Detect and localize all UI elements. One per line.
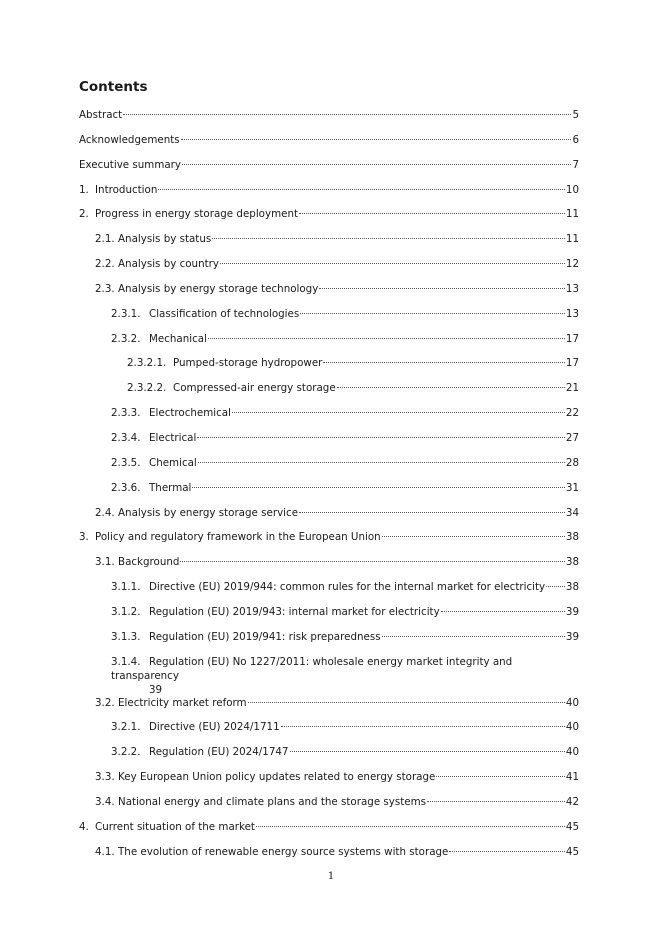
toc-entry-number: 2.3.3. xyxy=(111,407,141,420)
dot-leader xyxy=(256,826,565,827)
toc-entry-number: 2.3. xyxy=(95,282,115,295)
toc-entry[interactable] xyxy=(79,655,579,696)
toc-entry-page: 34 xyxy=(565,506,579,519)
toc-entry[interactable] xyxy=(79,745,579,770)
toc-entry-number: 3.1.3. xyxy=(111,630,141,643)
toc-entry-title: Thermal xyxy=(149,481,192,494)
dot-leader xyxy=(232,412,565,413)
dot-leader xyxy=(300,313,565,314)
toc-entry-page: 21 xyxy=(565,382,579,395)
toc-entry[interactable] xyxy=(79,506,579,531)
toc-entry-page: 41 xyxy=(565,771,579,784)
toc-entry-number: 4.1. xyxy=(95,845,115,858)
toc-entry-page: 5 xyxy=(572,109,579,121)
toc-entry-number: 2.4. xyxy=(95,506,115,519)
toc-entry-page: 40 xyxy=(565,721,579,734)
toc-entry[interactable] xyxy=(79,431,579,456)
toc-entry-title: Introduction xyxy=(95,183,158,196)
toc-entry-title: Chemical xyxy=(149,456,197,469)
toc-entry[interactable] xyxy=(79,158,579,183)
toc-entry-number: 3.1.2. xyxy=(111,605,141,618)
toc-entry-page: 40 xyxy=(565,746,579,759)
toc-entry-number: 3.2. xyxy=(95,696,115,709)
toc-entry-page: 17 xyxy=(565,357,579,370)
toc-entry-number: 2.2. xyxy=(95,258,115,271)
toc-entry[interactable] xyxy=(79,795,579,820)
dot-leader xyxy=(290,751,565,752)
toc-entry-title: Analysis by energy storage service xyxy=(118,506,299,519)
toc-entry-number: 3.3. xyxy=(95,771,115,784)
toc-entry[interactable] xyxy=(79,696,579,721)
toc-entry[interactable] xyxy=(79,332,579,357)
toc-entry-page: 6 xyxy=(572,133,579,146)
toc-entry-page: 45 xyxy=(565,845,579,858)
dot-leader xyxy=(382,536,565,537)
toc-entry[interactable] xyxy=(79,406,579,431)
toc-entry-number: 2.1. xyxy=(95,233,115,246)
dot-leader xyxy=(382,636,565,637)
toc-entry-title: Regulation (EU) 2024/1747 xyxy=(149,746,289,759)
toc-entry-page: 12 xyxy=(565,258,579,271)
toc-entry-page: 38 xyxy=(565,556,579,569)
dot-leader xyxy=(198,462,565,463)
toc-entry-page: 40 xyxy=(565,696,579,709)
toc-entry-title: Regulation (EU) No 1227/2011: wholesale energy market integrity and transparency xyxy=(111,655,513,682)
toc-entry-title: Background xyxy=(118,556,180,569)
toc-entry-number: 2.3.6. xyxy=(111,481,141,494)
toc-entry-number: 2. xyxy=(79,208,89,221)
dot-leader xyxy=(323,362,565,363)
dot-leader xyxy=(337,387,565,388)
dot-leader xyxy=(281,726,565,727)
dot-leader xyxy=(436,776,565,777)
toc-entry[interactable] xyxy=(79,820,579,845)
toc-entry-title: Directive (EU) 2019/944: common rules for the internal market for electricity xyxy=(149,581,546,594)
toc-entry-title: Directive (EU) 2024/1711 xyxy=(149,721,280,734)
toc-entry-title: Electricity market reform xyxy=(118,696,247,709)
toc-entry[interactable] xyxy=(79,530,579,555)
toc-entry-title: Executive summary xyxy=(79,158,181,171)
toc-entry-number: 2.3.2. xyxy=(111,332,141,345)
toc-entry-title: Acknowledgements xyxy=(79,133,180,146)
toc-entry-page: 45 xyxy=(565,820,579,833)
toc-entry-number: 2.3.2.2. xyxy=(127,382,167,395)
toc-entry[interactable] xyxy=(79,307,579,332)
toc-entry-page: 31 xyxy=(565,481,579,494)
toc-entry-number: 3.1.1. xyxy=(111,581,141,594)
toc-entry-page: 11 xyxy=(565,233,579,246)
toc-entry-title: Analysis by country xyxy=(118,258,219,271)
toc-entry-number: 2.3.2.1. xyxy=(127,357,167,370)
toc-entry-title: Electrochemical xyxy=(149,407,231,420)
toc-entry[interactable] xyxy=(79,456,579,481)
dot-leader xyxy=(197,437,565,438)
dot-leader xyxy=(180,561,564,562)
dot-leader xyxy=(158,189,565,190)
toc-entry-number: 2.3.5. xyxy=(111,456,141,469)
table-of-contents xyxy=(79,108,579,869)
toc-entry-title: Key European Union policy updates related to energy storage xyxy=(118,771,436,784)
toc-entry[interactable] xyxy=(79,232,579,257)
toc-entry[interactable] xyxy=(79,356,579,381)
toc-entry-title: National energy and climate plans and the storage systems xyxy=(118,795,427,808)
dot-leader xyxy=(299,213,565,214)
toc-entry-title: Abstract xyxy=(79,109,123,121)
toc-entry-title: Compressed-air energy storage xyxy=(173,382,336,395)
toc-entry-title: Regulation (EU) 2019/941: risk preparedness xyxy=(149,630,381,643)
dot-leader xyxy=(182,164,571,165)
toc-entry-title: Pumped-storage hydropower xyxy=(173,357,323,370)
toc-entry-title: Mechanical xyxy=(149,332,207,345)
toc-entry-number: 2.3.4. xyxy=(111,431,141,444)
dot-leader xyxy=(123,114,571,115)
toc-entry-page: 39 xyxy=(565,605,579,618)
toc-entry-title: Analysis by energy storage technology xyxy=(118,282,319,295)
toc-entry-page: 13 xyxy=(565,307,579,320)
toc-entry-title: Policy and regulatory framework in the European Union xyxy=(95,531,381,544)
dot-leader xyxy=(319,288,565,289)
toc-entry-number: 4. xyxy=(79,820,89,833)
toc-entry[interactable] xyxy=(79,630,579,655)
toc-entry-number: 3.2.1. xyxy=(111,721,141,734)
toc-entry-title: Current situation of the market xyxy=(95,820,255,833)
contents-heading: Contents xyxy=(79,79,148,95)
toc-entry-page: 39 xyxy=(565,630,579,643)
dot-leader xyxy=(449,851,565,852)
toc-entry[interactable] xyxy=(79,770,579,795)
toc-entry-number: 3.1.4. xyxy=(111,655,141,668)
toc-entry-page: 39 xyxy=(149,683,163,696)
toc-entry-title: Progress in energy storage deployment xyxy=(95,208,299,221)
toc-entry-page: 38 xyxy=(565,531,579,544)
toc-entry[interactable] xyxy=(79,845,579,870)
toc-entry[interactable] xyxy=(79,207,579,232)
dot-leader xyxy=(299,512,565,513)
dot-leader xyxy=(181,139,572,140)
toc-entry[interactable] xyxy=(79,720,579,745)
toc-entry-title: Electrical xyxy=(149,431,197,444)
toc-entry[interactable] xyxy=(79,580,579,605)
toc-entry-page: 42 xyxy=(565,795,579,808)
toc-entry-page: 38 xyxy=(565,581,579,594)
toc-entry-title: Analysis by status xyxy=(118,233,212,246)
toc-entry[interactable] xyxy=(79,257,579,282)
toc-entry[interactable] xyxy=(79,481,579,506)
toc-entry-page: 22 xyxy=(565,407,579,420)
dot-leader xyxy=(220,263,565,264)
toc-entry-page: 10 xyxy=(565,183,579,196)
toc-entry-number: 3.4. xyxy=(95,795,115,808)
dot-leader xyxy=(192,487,564,488)
toc-entry[interactable] xyxy=(79,605,579,630)
toc-entry-number: 2.3.1. xyxy=(111,307,141,320)
dot-leader xyxy=(427,801,565,802)
dot-leader xyxy=(441,611,565,612)
page-number: 1 xyxy=(327,871,335,882)
toc-entry-number: 3.2.2. xyxy=(111,746,141,759)
toc-entry-title: Regulation (EU) 2019/943: internal market for electricity xyxy=(149,605,440,618)
toc-entry-title: Classification of technologies xyxy=(149,307,300,320)
toc-entry[interactable] xyxy=(79,555,579,580)
toc-entry[interactable] xyxy=(79,108,579,133)
toc-entry[interactable] xyxy=(79,183,579,208)
toc-entry-number: 3.1. xyxy=(95,556,115,569)
dot-leader xyxy=(546,586,565,587)
dot-leader xyxy=(212,238,565,239)
toc-entry-page: 7 xyxy=(572,158,579,171)
dot-leader xyxy=(248,702,565,703)
toc-entry[interactable] xyxy=(79,381,579,406)
toc-entry-page: 17 xyxy=(565,332,579,345)
toc-entry-page: 11 xyxy=(565,208,579,221)
dot-leader xyxy=(208,338,565,339)
toc-entry[interactable] xyxy=(79,282,579,307)
toc-entry-page: 27 xyxy=(565,431,579,444)
toc-entry-page: 28 xyxy=(565,456,579,469)
toc-entry-title: The evolution of renewable energy source systems with storage xyxy=(118,845,449,858)
toc-entry-number: 1. xyxy=(79,183,89,196)
toc-entry[interactable] xyxy=(79,133,579,158)
toc-entry-page: 13 xyxy=(565,282,579,295)
toc-entry-number: 3. xyxy=(79,531,89,544)
